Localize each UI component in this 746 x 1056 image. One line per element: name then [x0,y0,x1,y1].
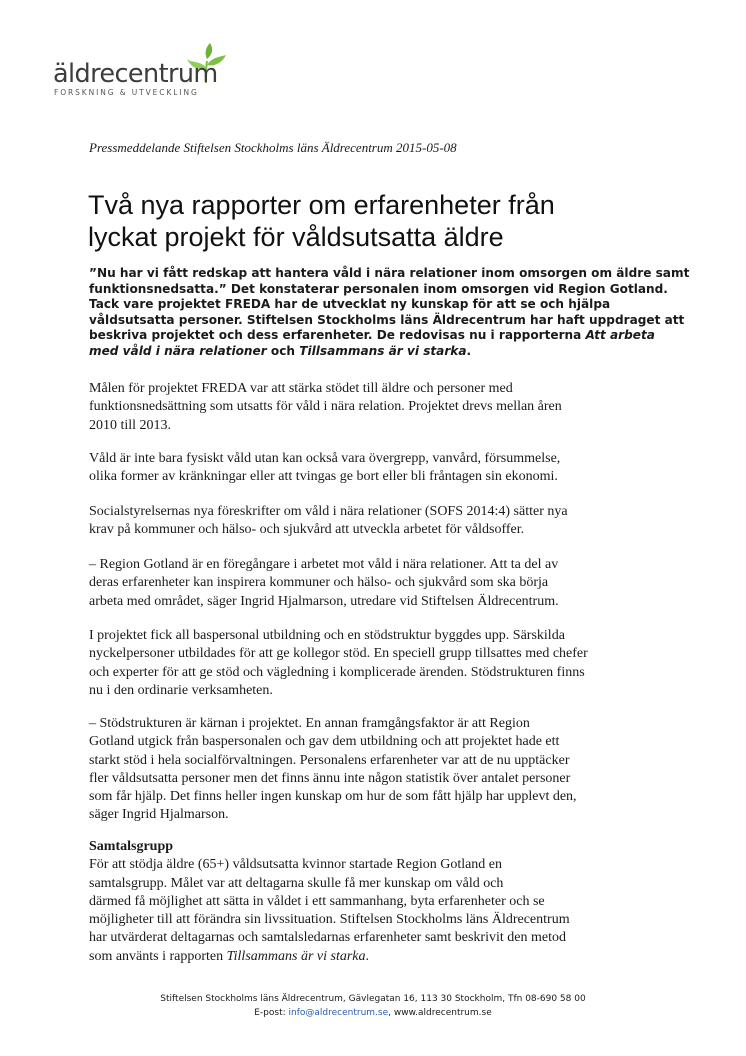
report-title-italic: med våld i nära relationer [89,343,267,358]
paragraph-4 [89,556,669,611]
logo-wordmark: äldrecentrum [53,59,218,89]
body-line: Socialstyrelsernas nya föreskrifter om våld i nära relationer (SOFS 2014:4) sätter nya [89,504,568,519]
lead-line: våldsutsatta personer. Stiftelsen Stockholms läns Äldrecentrum har haft uppdraget att [89,312,685,327]
body-line: och experter för att ge stöd och vägledning i komplicerade ärenden. Stödstrukturen finns [89,664,585,680]
section-heading: Samtalsgrupp [89,839,174,854]
press-release-line: Pressmeddelande Stiftelsen Stockholms läns Äldrecentrum 2015-05-08 [89,140,457,155]
footer-separator: , [388,1008,394,1018]
logo-tagline: FORSKNING & UTVECKLING [54,88,199,97]
body-line: funktionsnedsättning som utsatts för våld i nära relation. Projektet drevs mellan åren [89,399,562,415]
paragraph-3 [89,503,669,540]
paragraph-2 [89,450,669,487]
body-text: . [365,948,369,964]
body-line: arbeta med området, säger Ingrid Hjalmarson, utredare vid Stiftelsen Äldrecentrum. [89,593,559,609]
body-line: därmed få möjlighet att sätta in våldet i ett sammanhang, byta erfarenheter och se [89,893,545,909]
body-line [89,948,669,966]
lead-line: funktionsnedsatta.” Det konstaterar personalen inom omsorgen vid Region Gotland. [89,281,668,296]
body-line: – Stödstrukturen är kärnan i projektet. En annan framgångsfaktor är att Region [89,716,530,731]
report-title-italic: Att arbeta [585,328,655,343]
body-line: 2010 till 2013. [89,417,172,433]
report-title-italic: Tillsammans är vi starka [299,343,467,358]
body-line: samtalsgrupp. Målet var att deltagarna skulle få mer kunskap om våld och [89,875,504,891]
paragraph-5 [89,627,669,700]
body-line: starkt stöd i hela socialförvaltningen. Personalens erfarenheter var att de nu upptäcker [89,752,570,768]
lead-line: Tack vare projektet FREDA har de utvecklat ny kunskap för att se och hjälpa [89,297,611,312]
lead-line: ”Nu har vi fått redskap att hantera våld i nära relationer inom omsorgen om äldre samt [89,266,690,280]
body-line: Målen för projektet FREDA var att stärka stödet till äldre och personer med [89,381,513,396]
title-line-1: Två nya rapporter om erfarenheter från [88,190,555,220]
paragraph-1 [89,380,669,435]
website-link[interactable]: www.aldrecentrum.se [393,1008,492,1018]
body-line: deras erfarenheter kan inspirera kommuner och hälso- och sjukvård som ska börja [89,575,549,591]
lead-text: . [466,343,472,358]
page-title [88,189,688,253]
lead-text: och [266,343,300,358]
paragraph-6 [89,715,669,825]
lead-line [89,344,669,360]
body-line: nu i den ordinarie verksamheten. [89,682,273,698]
body-line: Gotland utgick från baspersonalen och gav dem utbildning och att projektet hade ett [89,734,560,750]
footer-contact [0,1007,746,1020]
lead-line [89,328,669,344]
body-line: olika former av kränkningar eller att tvingas ge bort eller bli fråntagen sin ekonomi. [89,469,558,485]
body-line: fler våldsutsatta personer men det finns ännu inte någon statistik över antalet personer [89,770,571,786]
body-line: nyckelpersoner utbildades för att ge kollegor stöd. En speciell grupp tillsattes med chefer [89,646,588,662]
lead-text: beskriva projektet och dess erfarenheter. De redovisas nu i rapporterna [89,328,586,343]
aldrecentrum-logo [53,47,243,107]
paragraph-7 [89,838,669,966]
report-title-italic: Tillsammans är vi starka [226,948,366,964]
body-text: som använts i rapporten [89,948,227,964]
body-line: har utvärderat deltagarnas och samtalsledarnas erfarenheter samt beskrivit den metod [89,930,566,946]
body-line: Våld är inte bara fysiskt våld utan kan också vara övergrepp, vanvård, försummelse, [89,451,561,466]
title-line-2: lyckat projekt för våldsutsatta äldre [88,222,504,252]
body-line: För att stödja äldre (65+) våldsutsatta kvinnor startade Region Gotland en [89,857,503,873]
body-line: – Region Gotland är en föregångare i arbetet mot våld i nära relationer. Att ta del av [89,557,559,572]
body-line: möjligheter till att förändra sin livssituation. Stiftelsen Stockholms läns Äldrecentrum [89,912,570,928]
email-label: E-post: [254,1008,289,1018]
body-line: som får hjälp. Det finns heller ingen kunskap om hur de som fått hjälp har upplevt den, [89,789,577,805]
body-line: säger Ingrid Hjalmarson. [89,807,229,823]
email-link[interactable]: info@aldrecentrum.se [288,1008,389,1018]
body-line: krav på kommuner och hälso- och sjukvård att utveckla arbetet för våldsoffer. [89,522,525,538]
body-line: I projektet fick all baspersonal utbildning och en stödstruktur byggdes upp. Särskilda [89,628,565,643]
lead-paragraph [89,266,690,360]
footer-address: Stiftelsen Stockholms läns Äldrecentrum, Gävlegatan 16, 113 30 Stockholm, Tfn 08-690 58 00 [160,994,586,1004]
